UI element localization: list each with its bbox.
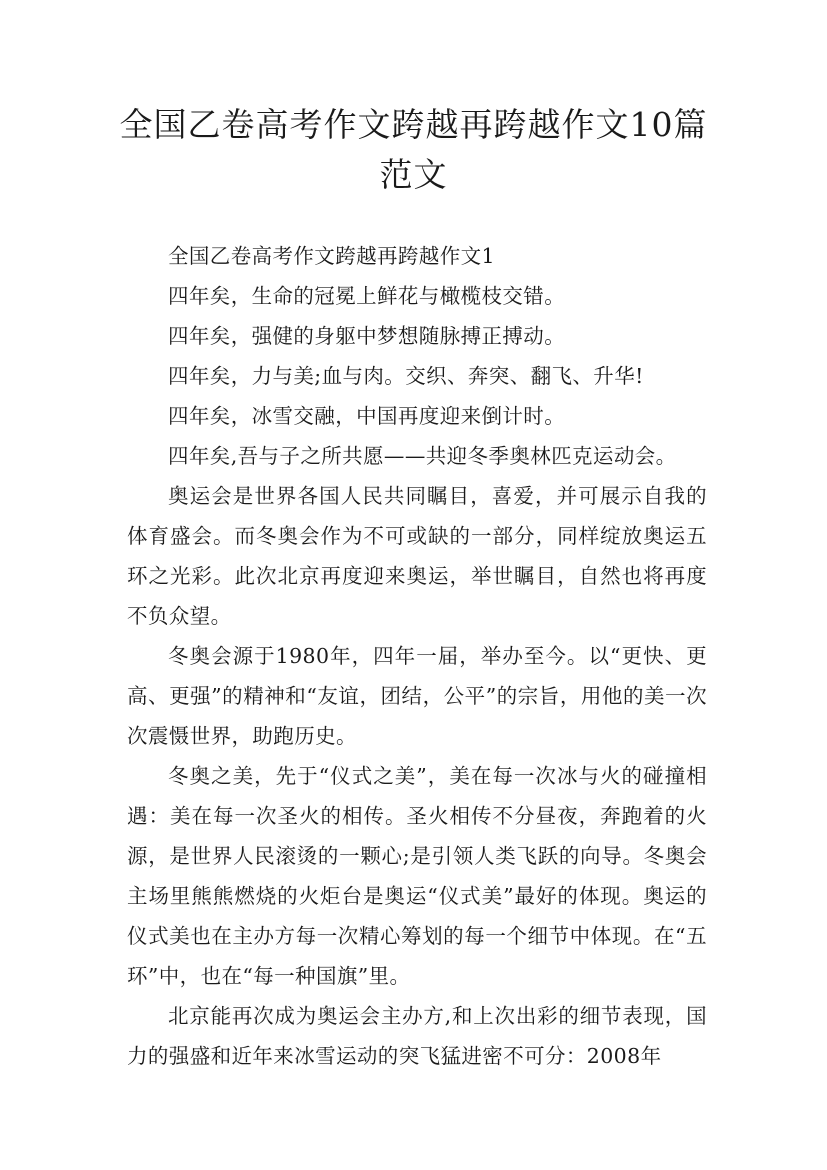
paragraph: 四年矣，生命的冠冕上鲜花与橄榄枝交错。 [168,284,566,308]
paragraph: 四年矣,吾与子之所共愿——共迎冬季奥林匹克运动会。 [168,444,677,468]
paragraph: 北京能再次成为奥运会主办方,和上次出彩的细节表现，国力的强盛和近年来冰雪运动的突飞猛进密不可分：2008年 [127,1004,707,1068]
document-body [127,236,707,1076]
paragraph: 冬奥会源于1980年，四年一届，举办至今。以“更快、更高、更强”的精神和“友谊，团结，公平”的宗旨，用他的美一次次震慑世界，助跑历史。 [127,644,707,748]
paragraph: 冬奥之美，先于“仪式之美”，美在每一次冰与火的碰撞相遇：美在每一次圣火的相传。圣火相传不分昼夜，奔跑着的火源，是世界人民滚烫的一颗心;是引领人类飞跃的向导。冬奥会主场里熊熊燃烧的火炬台是奥运“仪式美”最好的体现。奥运的仪式美也在主办方每一次精心筹划的每一个细节中体现。在“五环”中，也在“每一种国旗”里。 [127,764,707,988]
paragraph: 奥运会是世界各国人民共同瞩目，喜爱，并可展示自我的体育盛会。而冬奥会作为不可或缺的一部分，同样绽放奥运五环之光彩。此次北京再度迎来奥运，举世瞩目，自然也将再度不负众望。 [127,484,707,628]
document-title: 全国乙卷高考作文跨越再跨越作文10篇范文 [119,105,708,194]
paragraph: 全国乙卷高考作文跨越再跨越作文1 [168,244,495,268]
paragraph: 四年矣，强健的身躯中梦想随脉搏正搏动。 [168,324,566,348]
paragraph: 四年矣，冰雪交融，中国再度迎来倒计时。 [168,404,566,428]
paragraph: 四年矣，力与美;血与肉。交织、奔突、翻飞、升华! [168,364,644,388]
